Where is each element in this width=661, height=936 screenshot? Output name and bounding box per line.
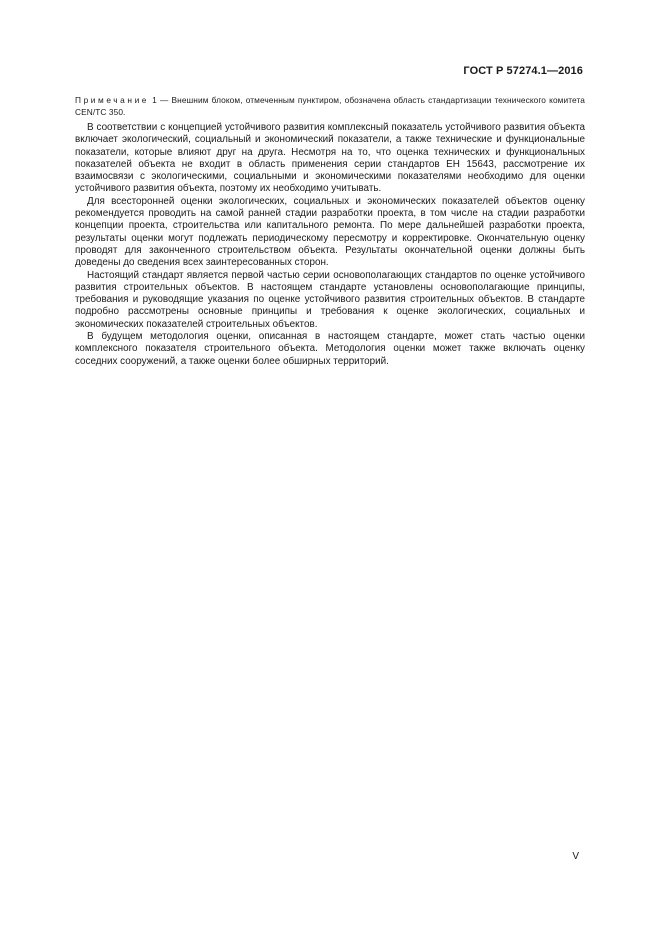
page-number: V <box>572 851 579 862</box>
page-content <box>75 94 585 368</box>
paragraph-2: Для всесторонней оценки экологических, социальных и экономических показателей объектов оценку рекомендуется проводить на самой ранней стадии разработки проекта, в том числе на стадии разработки концепции проекта, строительства или капитального ремонта. По мере дальнейшей разработки проекта, результаты оценки могут подлежать периодическому пересмотру и корректировке. Окончательную оценку проводят для законченного строительством объекта. Результаты окончательной оценки должны быть доведены до сведения всех заинтересованных сторон. <box>75 195 585 269</box>
note-label: Примечание <box>75 95 150 105</box>
paragraph-4: В будущем методология оценки, описанная в настоящем стандарте, может стать частью оценки комплексного показателя строительного объекта. Методология оценки может также включать оценку соседних сооружений, а также оценки более обширных территорий. <box>75 331 585 367</box>
document-code: ГОСТ Р 57274.1—2016 <box>463 65 583 77</box>
note-text: 1 — Внешним блоком, отмеченным пунктиром, обозначена область стандартизации технического комитета CEN/TC 350. <box>75 95 585 117</box>
paragraph-1: В соответствии с концепцией устойчивого развития комплексный показатель устойчивого развития объекта включает экологический, социальный и экономический показатели, а также технические и функциональные показатели, которые влияют друг на друга. Несмотря на то, что оценка технических и функциональных показателей объекта не входит в область применения серии стандартов ЕН 15643, рассмотрение их взаимосвязи с экологическими, социальными и экономическими показателями необходимо для оценки устойчивого развития объекта, поэтому их необходимо учитывать. <box>75 122 585 195</box>
figure-note <box>75 94 585 118</box>
paragraph-3: Настоящий стандарт является первой частью серии основополагающих стандартов по оценке устойчивого развития строительных объектов. В настоящем стандарте установлены основополагающие принципы, требования и руководящие указания по оценке устойчивого развития строительных объектов. В стандарте подробно рассмотрены основные принципы и требования к оценке экологических, социальных и экономических показателей строительных объектов. <box>75 269 585 330</box>
